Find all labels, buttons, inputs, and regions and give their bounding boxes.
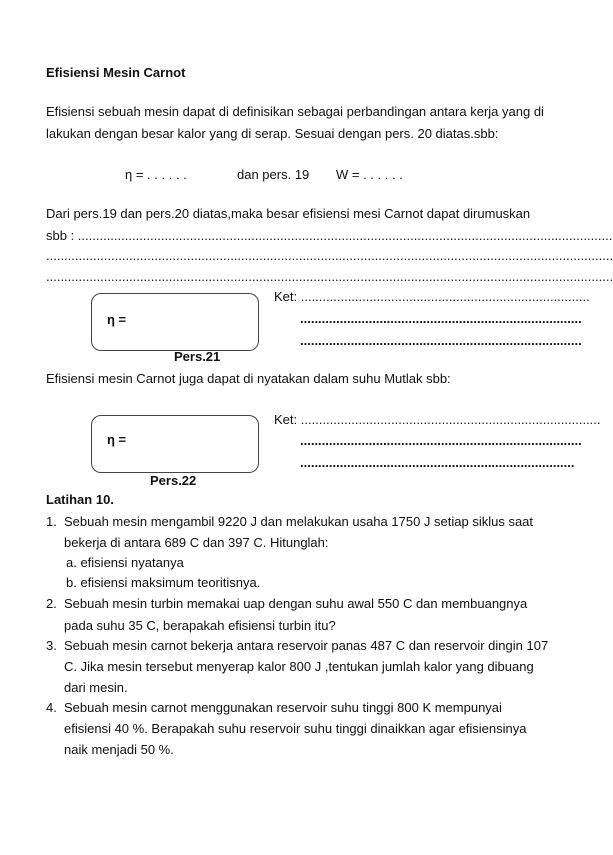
exercise-title: Latihan 10. bbox=[46, 492, 114, 507]
derivation-line-1: Dari pers.19 dan pers.20 diatas,maka besar efisiensi mesi Carnot dapat dirumuskan bbox=[46, 206, 531, 221]
box1-eta-label: η = bbox=[107, 312, 127, 327]
item-number: 1. bbox=[46, 514, 57, 529]
intro-line-1: Efisiensi sebuah mesin dapat di definisikan sebagai perbandingan antara kerja yang di bbox=[46, 104, 544, 119]
item-3-line-3: dari mesin. bbox=[64, 680, 128, 695]
item-4-line-3: naik menjadi 50 %. bbox=[64, 742, 174, 757]
derivation-answer-line-3: ............................................................................................................................................................. bbox=[46, 269, 613, 284]
box1-ket-line-2: .............................................................................. bbox=[300, 311, 582, 326]
item-1-line-2: bekerja di antara 689 C dan 397 C. Hitunglah: bbox=[64, 535, 329, 550]
item-4-line-1: Sebuah mesin carnot menggunakan reservoir suhu tinggi 800 K mempunyai bbox=[64, 700, 502, 715]
item-2-line-2: pada suhu 35 C, berapakah efisiensi turbin itu? bbox=[64, 618, 336, 633]
box1-ket-line-3: .............................................................................. bbox=[300, 333, 582, 348]
box1-ket-line-1: Ket: ................................................................................ bbox=[274, 289, 590, 304]
box2-eta-label: η = bbox=[107, 432, 127, 447]
mutlak-text: Efisiensi mesin Carnot juga dapat di nyatakan dalam suhu Mutlak sbb: bbox=[46, 371, 451, 386]
box2-caption: Pers.22 bbox=[150, 473, 197, 488]
box2-ket-line-1: Ket: ................................................................................... bbox=[274, 412, 601, 427]
derivation-answer-line-2: ............................................................................................................................................................. bbox=[46, 248, 613, 263]
item-1-line-1: Sebuah mesin mengambil 9220 J dan melakukan usaha 1750 J setiap siklus saat bbox=[64, 514, 534, 529]
page-title: Efisiensi Mesin Carnot bbox=[46, 65, 186, 80]
formula-mid-text: dan pers. 19 bbox=[237, 167, 310, 182]
intro-line-2: lakukan dengan besar kalor yang di serap. Sesuai dengan pers. 20 diatas.sbb: bbox=[46, 126, 499, 141]
item-3-line-1: Sebuah mesin carnot bekerja antara reservoir panas 487 C dan reservoir dingin 107 bbox=[64, 638, 549, 653]
work-formula-blank: W = . . . . . . bbox=[336, 167, 403, 182]
item-3-line-2: C. Jika mesin tersebut menyerap kalor 800 J ,tentukan jumlah kalor yang dibuang bbox=[64, 659, 534, 674]
item-2-line-1: Sebuah mesin turbin memakai uap dengan suhu awal 550 C dan membuangnya bbox=[64, 596, 528, 611]
item-number: 4. bbox=[46, 700, 57, 715]
eta-formula-blank: η = . . . . . . bbox=[125, 167, 187, 182]
item-4-line-2: efisiensi 40 %. Berapakah suhu reservoir suhu tinggi dinaikkan agar efisiensinya bbox=[64, 721, 527, 736]
box2-ket-line-2: .............................................................................. bbox=[300, 433, 582, 448]
derivation-answer-line-1: sbb : .................................................................................................................................................... bbox=[46, 228, 613, 243]
box2-ket-line-3: ............................................................................ bbox=[300, 455, 575, 470]
item-1a: a. efisiensi nyatanya bbox=[66, 555, 184, 570]
item-number: 3. bbox=[46, 638, 57, 653]
item-number: 2. bbox=[46, 596, 57, 611]
item-1b: b. efisiensi maksimum teoritisnya. bbox=[66, 575, 261, 590]
box1-caption: Pers.21 bbox=[174, 349, 221, 364]
